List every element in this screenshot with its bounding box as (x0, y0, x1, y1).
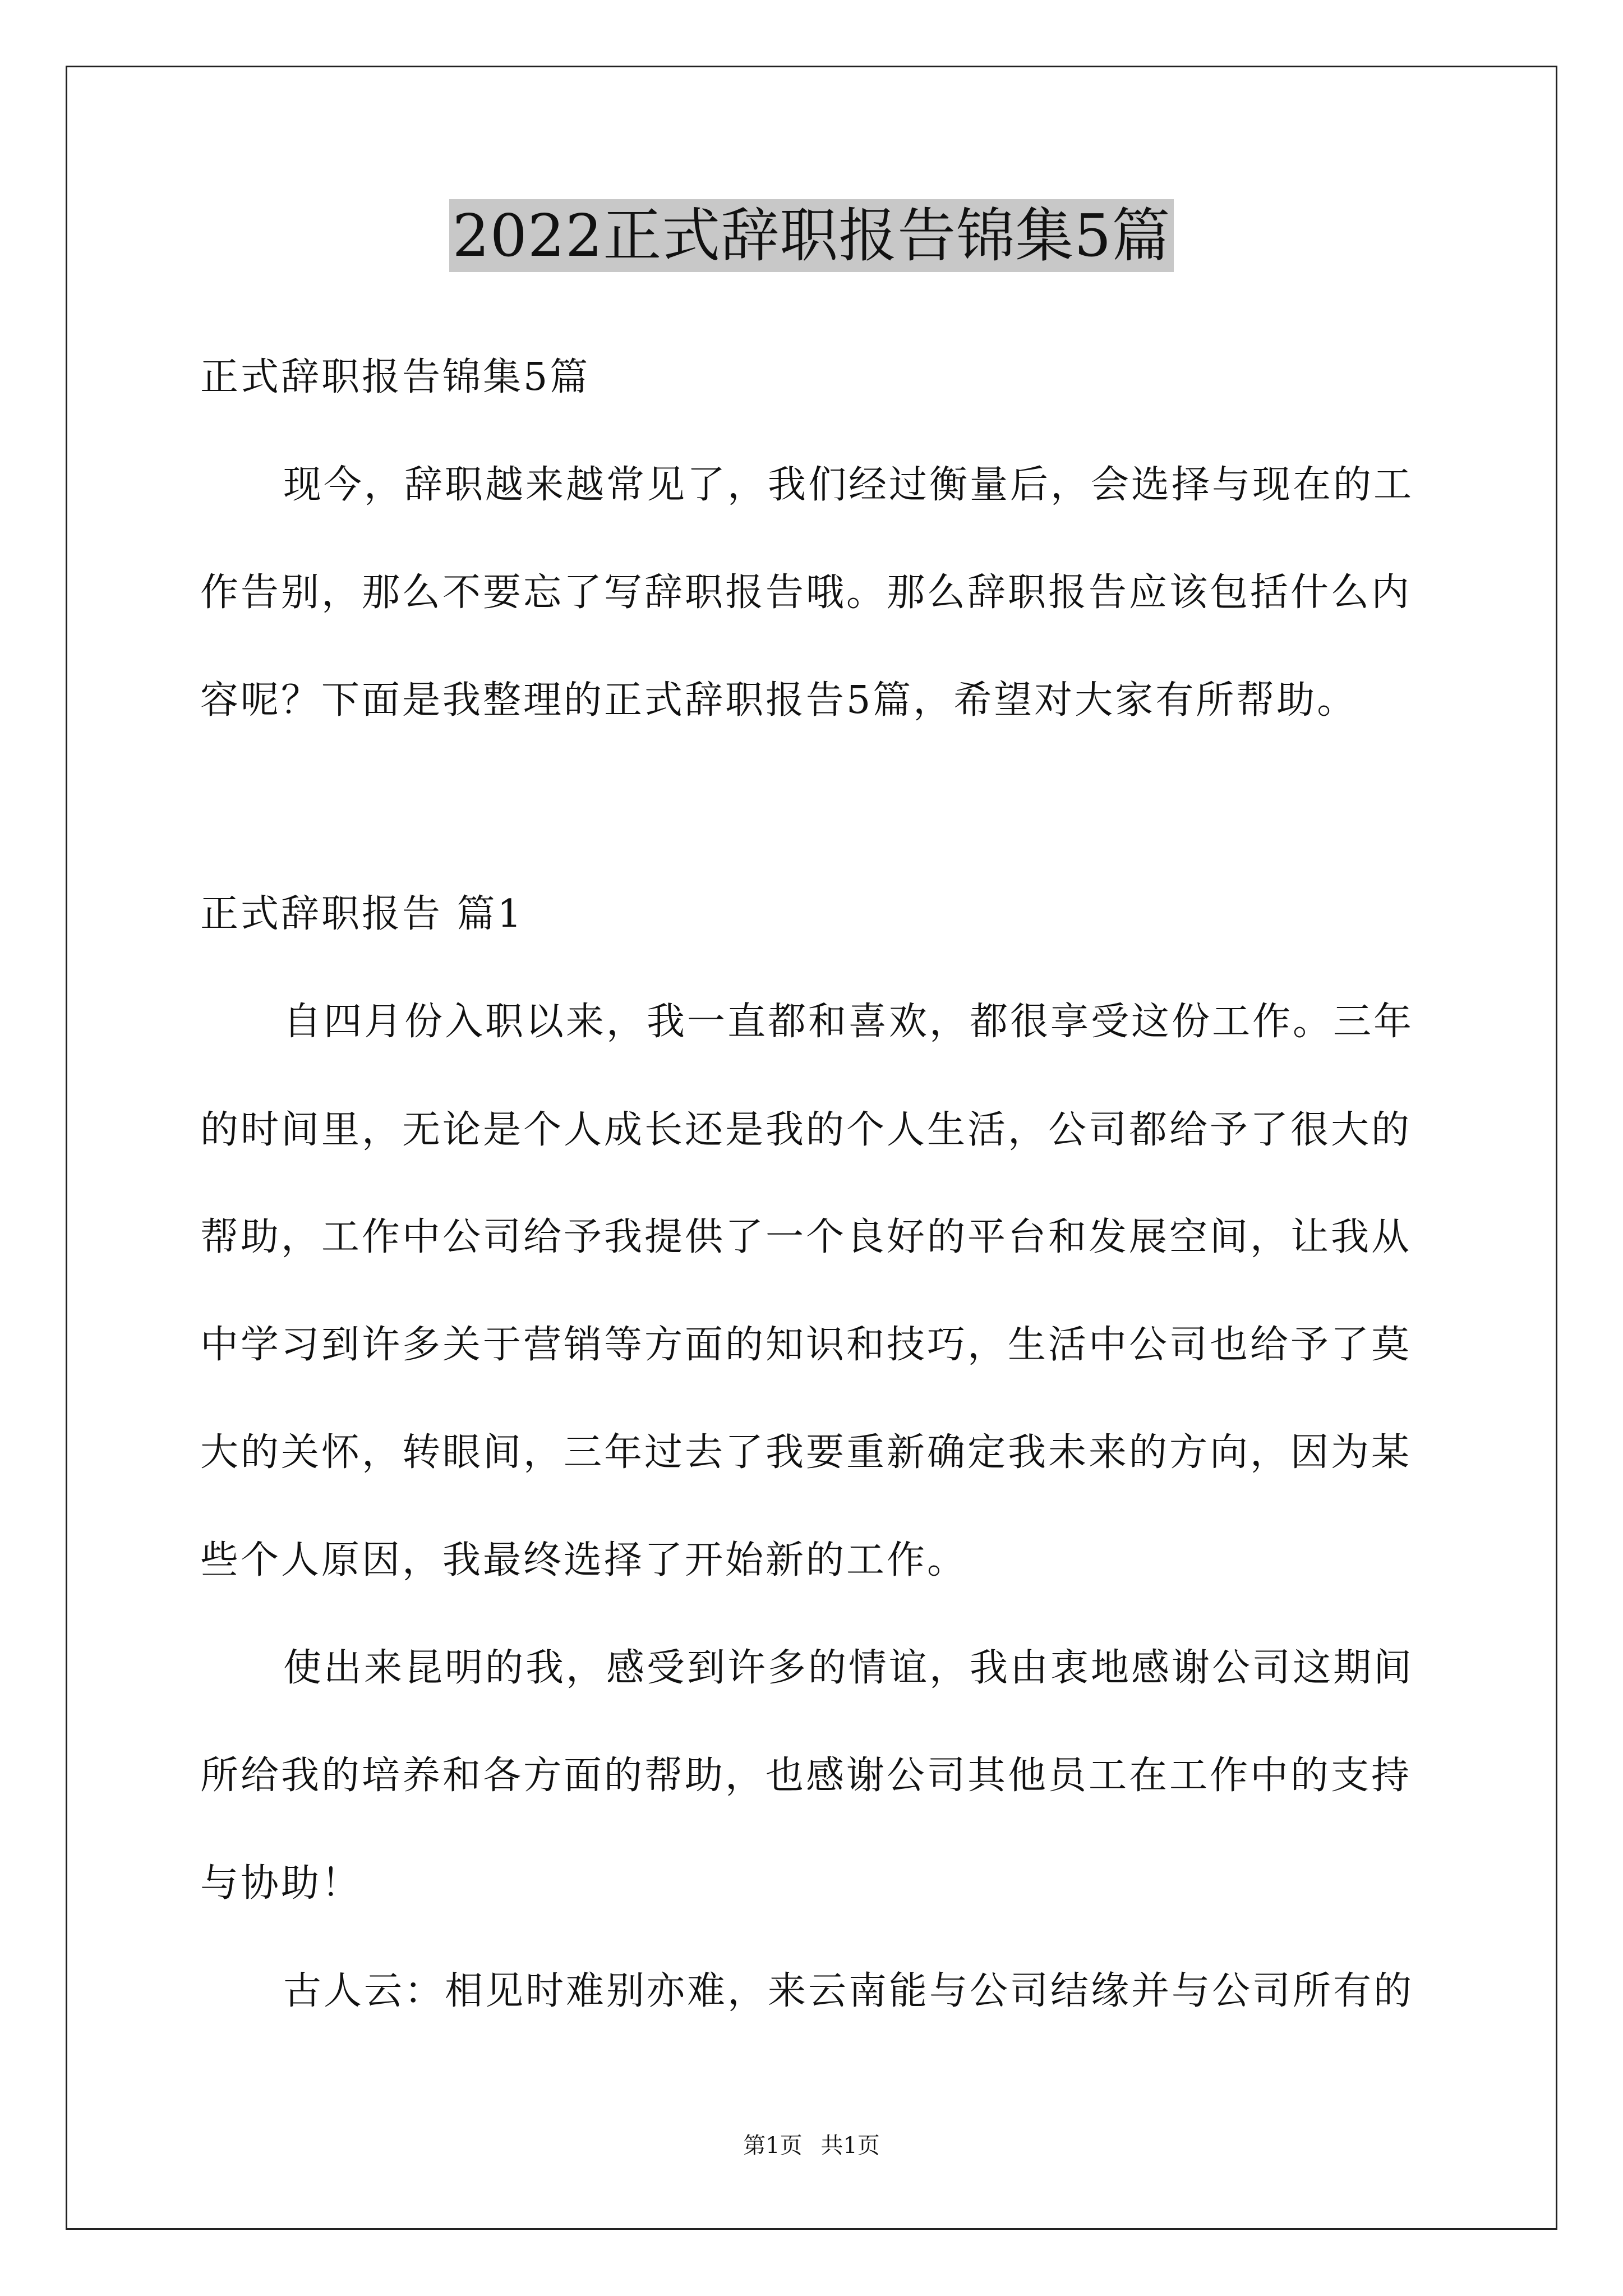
para3-line-1: 古人云：相见时难别亦难，来云南能与公司结缘并与公司所有的 (283, 1969, 1414, 2013)
document-subtitle: 正式辞职报告锦集5篇 (200, 355, 591, 399)
page-footer (0, 2129, 1623, 2162)
para1-line-1: 自四月份入职以来，我一直都和喜欢，都很享受这份工作。三年 (283, 1000, 1414, 1044)
para1-line-4: 中学习到许多关于营销等方面的知识和技巧，生活中公司也给予了莫 (200, 1323, 1412, 1367)
intro-line-3: 容呢？下面是我整理的正式辞职报告5篇，希望对大家有所帮助。 (200, 678, 1358, 723)
para1-line-5: 大的关怀，转眼间，三年过去了我要重新确定我未来的方向，因为某 (200, 1430, 1412, 1475)
para2-line-1: 使出来昆明的我，感受到许多的情谊，我由衷地感谢公司这期间 (283, 1646, 1414, 1690)
para1-line-2: 的时间里，无论是个人成长还是我的个人生活，公司都给予了很大的 (200, 1108, 1412, 1152)
page-number-total: 共1页 (820, 2133, 880, 2159)
para2-line-2: 所给我的培养和各方面的帮助，也感谢公司其他员工在工作中的支持 (200, 1754, 1412, 1798)
section-heading: 正式辞职报告 篇1 (200, 892, 524, 936)
para1-line-3: 帮助，工作中公司给予我提供了一个良好的平台和发展空间，让我从 (200, 1215, 1412, 1259)
intro-line-2: 作告别，那么不要忘了写辞职报告哦。那么辞职报告应该包括什么内 (200, 570, 1412, 615)
page-number-current: 第1页 (743, 2133, 803, 2159)
para1-line-6: 些个人原因，我最终选择了开始新的工作。 (200, 1538, 968, 1582)
document-title: 2022正式辞职报告锦集5篇 (449, 199, 1174, 272)
title-container (0, 199, 1623, 272)
intro-line-1: 现今，辞职越来越常见了，我们经过衡量后，会选择与现在的工 (283, 463, 1414, 507)
para2-line-3: 与协助！ (200, 1861, 362, 1906)
